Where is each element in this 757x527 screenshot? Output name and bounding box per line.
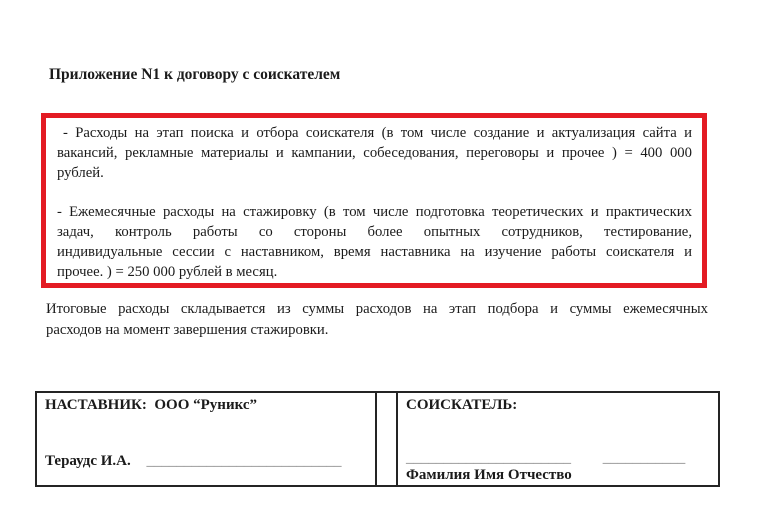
paragraph-line: - Ежемесячные расходы на стажировку (в том числе подготовка теоретических и практических [57, 204, 692, 220]
highlighted-expenses-box [41, 113, 707, 288]
paragraph-line: прочее. ) = 250 000 рублей в месяц. [57, 264, 278, 280]
paragraph-line: индивидуальные сессии с наставником, время наставника на изучение работы соискателя и [57, 244, 692, 260]
candidate-signature-row [406, 450, 710, 467]
paragraph-line: Итоговые расходы складывается из суммы расходов на этап подбора и суммы ежемесячных [46, 301, 708, 317]
total-expenses-paragraph [46, 299, 708, 341]
paragraph-line: расходов на момент завершения стажировки. [46, 322, 329, 338]
signature-table [35, 391, 720, 487]
mentor-name: Тераудс И.А. [45, 453, 131, 469]
candidate-cell [397, 392, 719, 486]
table-spacer-cell [376, 392, 397, 486]
paragraph-line: вакансий, рекламные материалы и кампании, собеседования, переговоры и прочее ) = 400 000 [57, 145, 692, 161]
paragraph-line: рублей. [57, 165, 104, 181]
mentor-cell-content [37, 393, 375, 485]
expenses-internship-paragraph [57, 202, 692, 282]
candidate-signature-line: ______________________ [406, 450, 571, 466]
page-title: Приложение N1 к договору с соискателем [49, 66, 341, 83]
mentor-label: НАСТАВНИК: ООО “Руникс” [45, 397, 258, 413]
candidate-caption: Фамилия Имя Отчество [406, 467, 572, 483]
candidate-cell-spacer [406, 414, 710, 450]
mentor-signature-line: __________________________ [146, 453, 342, 469]
candidate-label: СОИСКАТЕЛЬ: [406, 397, 518, 413]
paragraph-line: задач, контроль работы со стороны более опытных сотрудников, тестирование, [57, 224, 692, 240]
candidate-date-line: ___________ [602, 450, 686, 466]
candidate-cell-content [398, 393, 718, 485]
paragraph-line: - Расходы на этап поиска и отбора соискателя (в том числе создание и актуализация сайта и [63, 125, 692, 141]
expenses-search-paragraph [57, 123, 692, 183]
mentor-cell [36, 392, 376, 486]
signature-table-row [36, 392, 719, 486]
mentor-signature-row [45, 453, 367, 470]
